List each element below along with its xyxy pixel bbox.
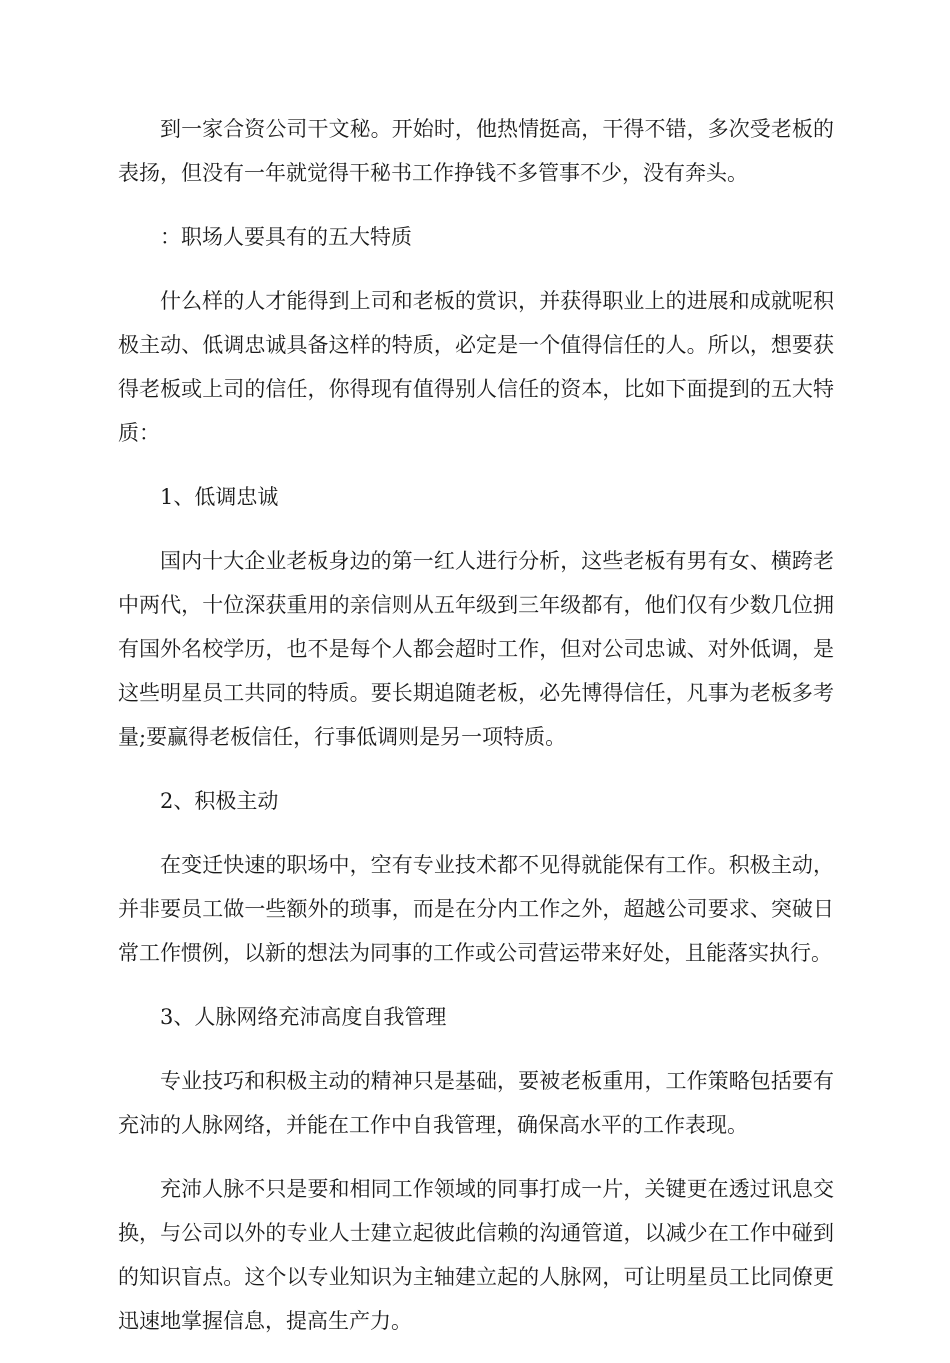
paragraph-trait-2: 在变迁快速的职场中，空有专业技术都不见得就能保有工作。积极主动，并非要员工做一些额外的琐事，而是在分内工作之外，超越公司要求、突破日常工作惯例，以新的想法为同事的工作或公司营运带来好处，且能落实执行。 bbox=[118, 853, 834, 965]
trait-heading-1: 1、低调忠诚 bbox=[160, 485, 279, 509]
trait-heading-2: 2、积极主动 bbox=[160, 789, 279, 813]
trait-heading-3: 3、人脉网络充沛高度自我管理 bbox=[160, 1005, 447, 1029]
paragraph-trait-3: 专业技巧和积极主动的精神只是基础，要被老板重用，工作策略包括要有充沛的人脉网络，并能在工作中自我管理，确保高水平的工作表现。 bbox=[118, 1069, 834, 1137]
paragraph-intro-continuation: 到一家合资公司干文秘。开始时，他热情挺高，干得不错，多次受老板的表扬，但没有一年就觉得干秘书工作挣钱不多管事不少，没有奔头。 bbox=[118, 117, 834, 185]
section-heading-five-traits: ：职场人要具有的五大特质 bbox=[160, 225, 412, 249]
paragraph-trait-3-detail: 充沛人脉不只是要和相同工作领域的同事打成一片，关键更在透过讯息交换，与公司以外的专业人士建立起彼此信赖的沟通管道，以减少在工作中碰到的知识盲点。这个以专业知识为主轴建立起的人脉网，可让明星员工比同僚更迅速地掌握信息，提高生产力。 bbox=[118, 1177, 834, 1333]
document-body bbox=[118, 107, 834, 1363]
paragraph-trait-1: 国内十大企业老板身边的第一红人进行分析，这些老板有男有女、横跨老中两代，十位深获重用的亲信则从五年级到三年级都有，他们仅有少数几位拥有国外名校学历，也不是每个人都会超时工作，但对公司忠诚、对外低调，是这些明星员工共同的特质。要长期追随老板，必先博得信任，凡事为老板多考量;要赢得老板信任，行事低调则是另一项特质。 bbox=[118, 549, 834, 749]
paragraph-traits-overview: 什么样的人才能得到上司和老板的赏识，并获得职业上的进展和成就呢积极主动、低调忠诚具备这样的特质，必定是一个值得信任的人。所以，想要获得老板或上司的信任，你得现有值得别人信任的资本，比如下面提到的五大特质： bbox=[118, 289, 834, 445]
